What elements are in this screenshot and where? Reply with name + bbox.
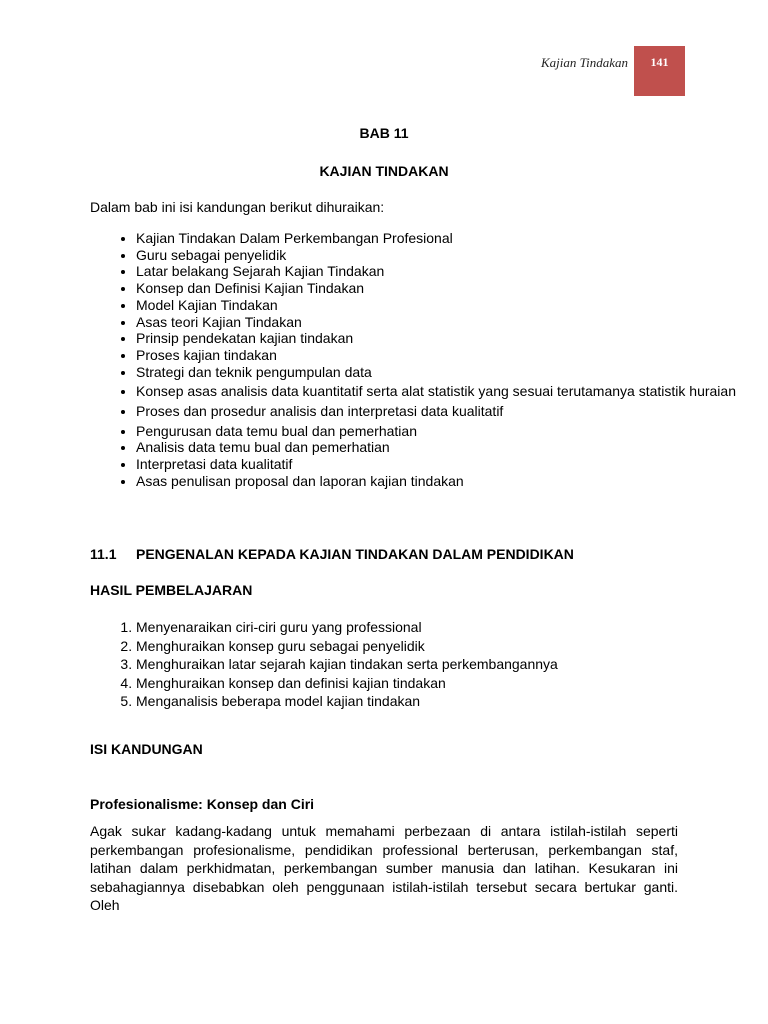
list-item: • Latar belakang Sejarah Kajian Tindakan bbox=[136, 263, 736, 280]
section-number: 11.1 bbox=[90, 546, 117, 562]
list-item: • Interpretasi data kualitatif bbox=[136, 456, 736, 473]
list-item: • Model Kajian Tindakan bbox=[136, 297, 736, 314]
list-item: • Konsep asas analisis data kuantitatif serta alat statistik yang sesuai terutamanya statistik huraian bbox=[136, 383, 736, 400]
list-item: • Prinsip pendekatan kajian tindakan bbox=[136, 330, 736, 347]
list-item: • Asas penulisan proposal dan laporan kajian tindakan bbox=[136, 473, 736, 490]
list-item: • Analisis data temu bual dan pemerhatian bbox=[136, 439, 736, 456]
list-item: 4. Menghuraikan konsep dan definisi kajian tindakan bbox=[136, 674, 736, 693]
running-header-title: Kajian Tindakan bbox=[540, 55, 628, 70]
list-item: 5. Menganalisis beberapa model kajian tindakan bbox=[136, 692, 736, 711]
list-item: 1. Menyenaraikan ciri-ciri guru yang professional bbox=[136, 618, 736, 637]
list-item: • Proses dan prosedur analisis dan interpretasi data kualitatif bbox=[136, 403, 736, 420]
contents-heading: ISI KANDUNGAN bbox=[90, 741, 203, 757]
list-item: • Asas teori Kajian Tindakan bbox=[136, 314, 736, 331]
intro-text: Dalam bab ini isi kandungan berikut dihuraikan: bbox=[90, 199, 385, 215]
topic-list bbox=[90, 230, 736, 490]
list-item: 2. Menghuraikan konsep guru sebagai penyelidik bbox=[136, 637, 736, 656]
list-item: 3. Menghuraikan latar sejarah kajian tindakan serta perkembangannya bbox=[136, 655, 736, 674]
list-item: • Kajian Tindakan Dalam Perkembangan Profesional bbox=[136, 230, 736, 247]
chapter-title: KAJIAN TINDAKAN bbox=[319, 163, 449, 179]
subsection-title: Profesionalisme: Konsep dan Ciri bbox=[90, 796, 315, 812]
page-number-badge: 141 bbox=[634, 46, 685, 96]
outcomes-heading: HASIL PEMBELAJARAN bbox=[90, 582, 253, 598]
section-heading bbox=[90, 546, 574, 562]
list-item: • Konsep dan Definisi Kajian Tindakan bbox=[136, 280, 736, 297]
list-item: • Pengurusan data temu bual dan pemerhatian bbox=[136, 423, 736, 440]
list-item: • Strategi dan teknik pengumpulan data bbox=[136, 364, 736, 381]
outcomes-list bbox=[90, 618, 736, 711]
body-paragraph: Agak sukar kadang-kadang untuk memahami perbezaan di antara istilah-istilah seperti perkembangan profesionalisme, pendidikan professional berterusan, perkembangan staf, latihan dalam perkhidmatan, perkembangan sumber manusia dan latihan. Kesukaran ini sebahagiannya disebabkan oleh penggunaan istilah-istilah tersebut secara bertukar ganti. Oleh bbox=[90, 823, 678, 914]
list-item: • Proses kajian tindakan bbox=[136, 347, 736, 364]
list-item: • Guru sebagai penyelidik bbox=[136, 247, 736, 264]
section-title: PENGENALAN KEPADA KAJIAN TINDAKAN DALAM PENDIDIKAN bbox=[136, 546, 574, 562]
chapter-label: BAB 11 bbox=[359, 125, 409, 141]
